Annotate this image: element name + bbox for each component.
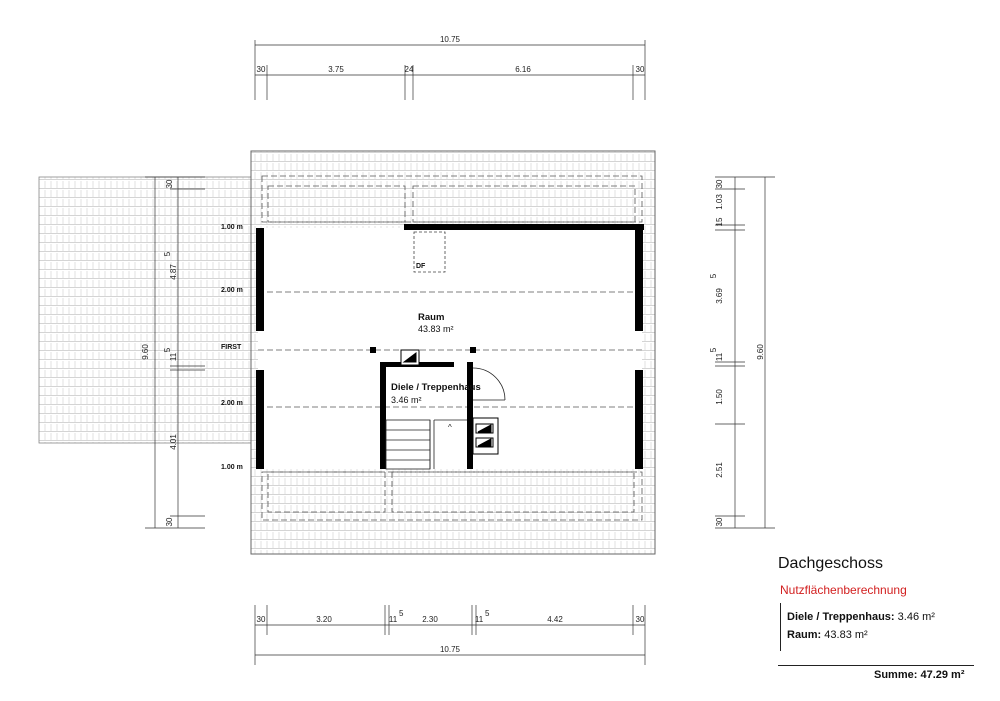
dim-right-5: 11	[715, 352, 724, 362]
level-label: FIRST	[221, 344, 242, 351]
dim-right-4-sup: 5	[709, 273, 718, 279]
dim-left-3: 11	[169, 352, 178, 362]
dim-left-5: 30	[165, 517, 174, 527]
dim-top-1: 30	[256, 65, 266, 74]
dim-left-1: 30	[165, 179, 174, 189]
room-name: Raum	[418, 312, 445, 323]
area-row-label: Raum:	[787, 629, 822, 641]
dim-left-2: 4.87	[169, 264, 178, 280]
dim-right-3: 1.03	[715, 194, 724, 210]
sum-value: 47.29 m²	[920, 669, 965, 681]
attic-floor	[258, 228, 642, 469]
dim-top-3: 24	[404, 65, 414, 74]
dim-bottom-4: 2.30	[422, 615, 438, 624]
area-row-value: 3.46 m²	[897, 611, 935, 623]
dim-bottom-1: 30	[256, 615, 266, 624]
area-row	[787, 611, 967, 623]
dim-left-3-sup: 5	[163, 347, 172, 353]
level-label: 2.00 m	[221, 400, 243, 407]
dim-right-1: 30	[715, 179, 724, 189]
drawing-title: Dachgeschoss	[778, 555, 883, 572]
dim-left-4: 4.01	[169, 434, 178, 450]
room-area: 43.83 m²	[418, 324, 454, 334]
level-label: 1.00 m	[221, 224, 243, 231]
dim-right-total: 9.60	[756, 344, 765, 360]
room-area: 3.46 m²	[391, 395, 422, 405]
dim-bottom-5: 11	[474, 615, 484, 624]
area-list	[780, 603, 967, 651]
room-name: Diele / Treppenhaus	[391, 382, 481, 393]
dim-bottom-6: 4.42	[547, 615, 563, 624]
dim-top-5: 30	[635, 65, 645, 74]
dim-bottom-3: 11	[388, 615, 398, 624]
dim-bottom-3-sup: 5	[399, 609, 404, 618]
dim-right-2: 15	[715, 217, 724, 227]
dim-left-total: 9.60	[141, 344, 150, 360]
dim-bottom-total: 10.75	[439, 645, 461, 654]
dim-right-7: 2.51	[715, 462, 724, 478]
stair-direction-arrow: ^	[448, 423, 452, 432]
roof-window-label: DF	[416, 263, 426, 270]
dim-right-5-sup: 5	[709, 347, 718, 353]
drawing-subtitle: Nutzflächenberechnung	[780, 583, 907, 597]
area-row-label: Diele / Treppenhaus:	[787, 611, 895, 623]
sum-label: Summe:	[874, 669, 918, 681]
dim-top-2: 3.75	[328, 65, 344, 74]
area-row	[787, 629, 967, 641]
dim-top-total: 10.75	[439, 35, 461, 44]
dim-bottom-2: 3.20	[316, 615, 332, 624]
sum-divider	[778, 665, 974, 666]
area-legend	[778, 555, 978, 681]
dim-bottom-5-sup: 5	[485, 609, 490, 618]
area-row-value: 43.83 m²	[824, 629, 868, 641]
level-label: 2.00 m	[221, 287, 243, 294]
level-label: 1.00 m	[221, 464, 243, 471]
area-sum	[874, 669, 965, 681]
dim-left-2-sup: 5	[163, 251, 172, 257]
dim-right-6: 1.50	[715, 389, 724, 405]
dim-bottom-7: 30	[635, 615, 645, 624]
roof-left-wing	[39, 177, 251, 443]
dim-top-4: 6.16	[515, 65, 531, 74]
dim-right-8: 30	[715, 517, 724, 527]
dim-right-4: 3.69	[715, 288, 724, 304]
